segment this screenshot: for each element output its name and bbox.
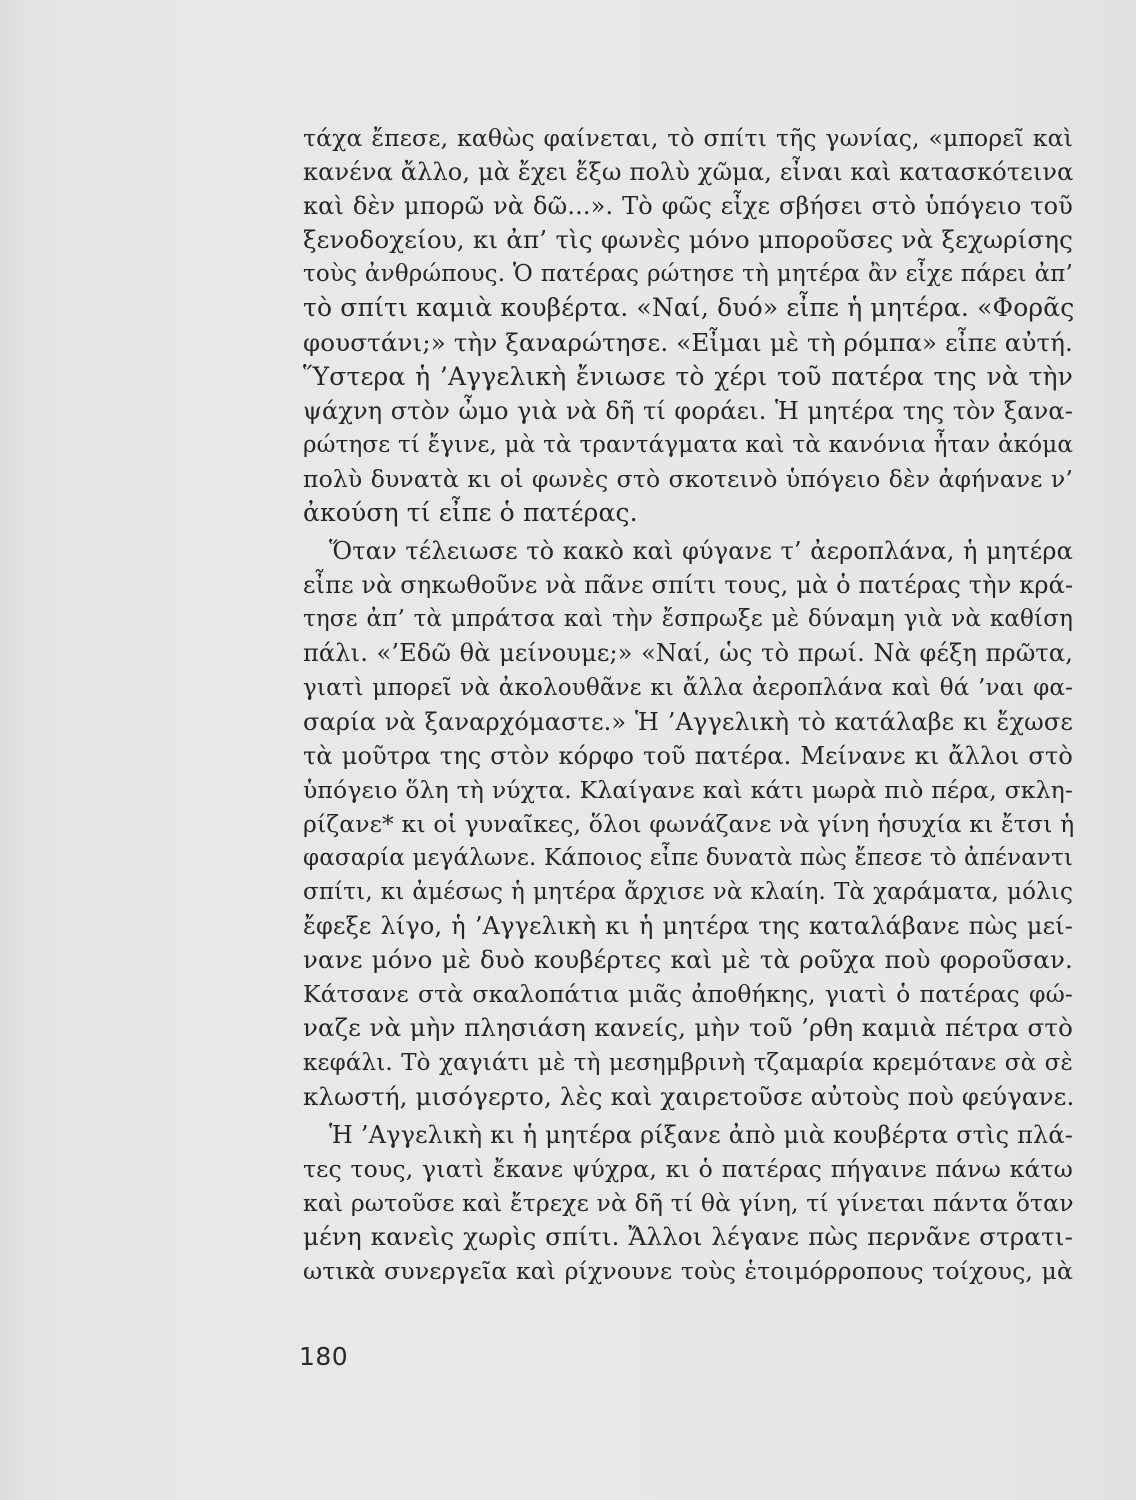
text-line: ἀκούση τί εἶπε ὁ πατέρας. (303, 498, 638, 528)
text-line: τὸ σπίτι καμιὰ κουβέρτα. «Ναί, δυό» εἶπε ἡ μητέρα. «Φορᾶς (303, 293, 1075, 323)
text-line: φουστάνι;» τὴν ξαναρώτησε. «Εἶμαι μὲ τὴ ρόμπα» εἶπε αὐτή. (303, 327, 1073, 357)
text-line: ψάχνη στὸν ὦμο γιὰ νὰ δῆ τί φοράει. Ἡ μητέρα της τὸν ξανα- (303, 396, 1073, 425)
text-line: Ὕστερα ἡ ’Αγγελικὴ ἔνιωσε τὸ χέρι τοῦ πατέρα της νὰ τὴν (303, 361, 1073, 391)
text-line: πάλι. «’Εδῶ θὰ μείνουμε;» «Ναί, ὡς τὸ πρωί. Νὰ φέξη πρῶτα, (303, 639, 1073, 668)
text-line: νανε μόνο μὲ δυὸ κουβέρτες καὶ μὲ τὰ ροῦχα ποὺ φοροῦσαν. (303, 945, 1073, 975)
text-line: καὶ δὲν μπορῶ νὰ δῶ...». Τὸ φῶς εἶχε σβήσει στὸ ὑπόγειο τοῦ (303, 192, 1073, 221)
text-line: γιατὶ μπορεῖ νὰ ἀκολουθᾶνε κι ἄλλα ἀεροπλάνα καὶ θά ’ναι φα- (303, 674, 1073, 701)
text-line: ναζε νὰ μὴν πλησιάση κανείς, μὴν τοῦ ’ρθη καμιὰ πέτρα στὸ (303, 1013, 1073, 1043)
text-line: σαρία νὰ ξαναρχόμαστε.» Ἡ ’Αγγελικὴ τὸ κατάλαβε κι ἔχωσε (303, 707, 1073, 736)
text-line: Ὅταν τέλειωσε τὸ κακὸ καὶ φύγανε τ’ ἀεροπλάνα, ἡ μητέρα (329, 537, 1073, 566)
text-line: εἶπε νὰ σηκωθοῦνε νὰ πᾶνε σπίτι τους, μὰ ὁ πατέρας τὴν κρά- (303, 571, 1074, 600)
paragraph-2 (303, 534, 1073, 1114)
text-line: Ἡ ’Αγγελικὴ κι ἡ μητέρα ρίξανε ἀπὸ μιὰ κουβέρτα στὶς πλά- (329, 1120, 1073, 1149)
text-line: μένη κανεὶς χωρὶς σπίτι. Ἄλλοι λέγανε πὼς περνᾶνε στρατι- (303, 1222, 1073, 1251)
text-line: τησε ἀπ’ τὰ μπράτσα καὶ τὴν ἔσπρωξε μὲ δύναμη γιὰ νὰ καθίση (303, 606, 1073, 633)
text-line: κανένα ἄλλο, μὰ ἔχει ἔξω πολὺ χῶμα, εἶναι καὶ κατασκότεινα (303, 158, 1074, 187)
body-text (303, 121, 1073, 1288)
text-line: Κάτσανε στὰ σκαλοπάτια μιᾶς ἀποθήκης, γιατὶ ὁ πατέρας φώ- (303, 980, 1073, 1009)
text-line: πολὺ δυνατὰ κι οἱ φωνὲς στὸ σκοτεινὸ ὑπόγειο δὲν ἀφήνανε ν’ (303, 464, 1073, 493)
text-line: τες τους, γιατὶ ἔκανε ψύχρα, κι ὁ πατέρας πήγαινε πάνω κάτω (303, 1154, 1073, 1183)
text-line: τὰ μοῦτρα της στὸν κόρφο τοῦ πατέρα. Μείνανε κι ἄλλοι στὸ (303, 741, 1073, 770)
page-number: 180 (299, 1342, 349, 1371)
text-line: ρώτησε τί ἔγινε, μὰ τὰ τραντάγματα καὶ τὰ κανόνια ἦταν ἀκόμα (303, 431, 1073, 458)
text-line: φασαρία μεγάλωνε. Κάποιος εἶπε δυνατὰ πὼς ἔπεσε τὸ ἀπέναντι (303, 844, 1074, 871)
text-line: ἔφεξε λίγο, ἡ ’Αγγελικὴ κι ἡ μητέρα της καταλάβανε πὼς μεί- (303, 912, 1073, 941)
text-line: ρίζανε* κι οἱ γυναῖκες, ὅλοι φωνάζανε νὰ γίνη ἡσυχία κι ἔτσι ἡ (303, 809, 1075, 838)
text-line: κεφάλι. Τὸ χαγιάτι μὲ τὴ μεσημβρινὴ τζαμαρία κρεμότανε σὰ σὲ (303, 1049, 1073, 1076)
text-line: σπίτι, κι ἀμέσως ἡ μητέρα ἄρχισε νὰ κλαίη. Τὰ χαράματα, μόλις (303, 879, 1073, 906)
text-line: ξενοδοχείου, κι ἀπ’ τὶς φωνὲς μόνο μποροῦσες νὰ ξεχωρίσης (303, 225, 1073, 255)
paragraph-1 (303, 121, 1073, 530)
paragraph-3 (303, 1118, 1073, 1288)
text-line: ὑπόγειο ὅλη τὴ νύχτα. Κλαίγανε καὶ κάτι μωρὰ πιὸ πέρα, σκλη- (303, 775, 1073, 804)
text-line: κλωστή, μισόγερτο, λὲς καὶ χαιρετοῦσε αὐτοὺς ποὺ φεύγανε. (303, 1081, 1075, 1111)
text-line: τάχα ἔπεσε, καθὼς φαίνεται, τὸ σπίτι τῆς γωνίας, «μπορεῖ καὶ (303, 124, 1073, 152)
text-line: καὶ ρωτοῦσε καὶ ἔτρεχε νὰ δῆ τί θὰ γίνη, τί γίνεται πάντα ὅταν (303, 1188, 1074, 1217)
text-line: ωτικὰ συνεργεῖα καὶ ρίχνουνε τοὺς ἑτοιμόρροπους τοίχους, μὰ (303, 1257, 1073, 1286)
text-line: τοὺς ἀνθρώπους. Ὁ πατέρας ρώτησε τὴ μητέρα ἂν εἶχε πάρει ἀπ’ (303, 261, 1073, 288)
